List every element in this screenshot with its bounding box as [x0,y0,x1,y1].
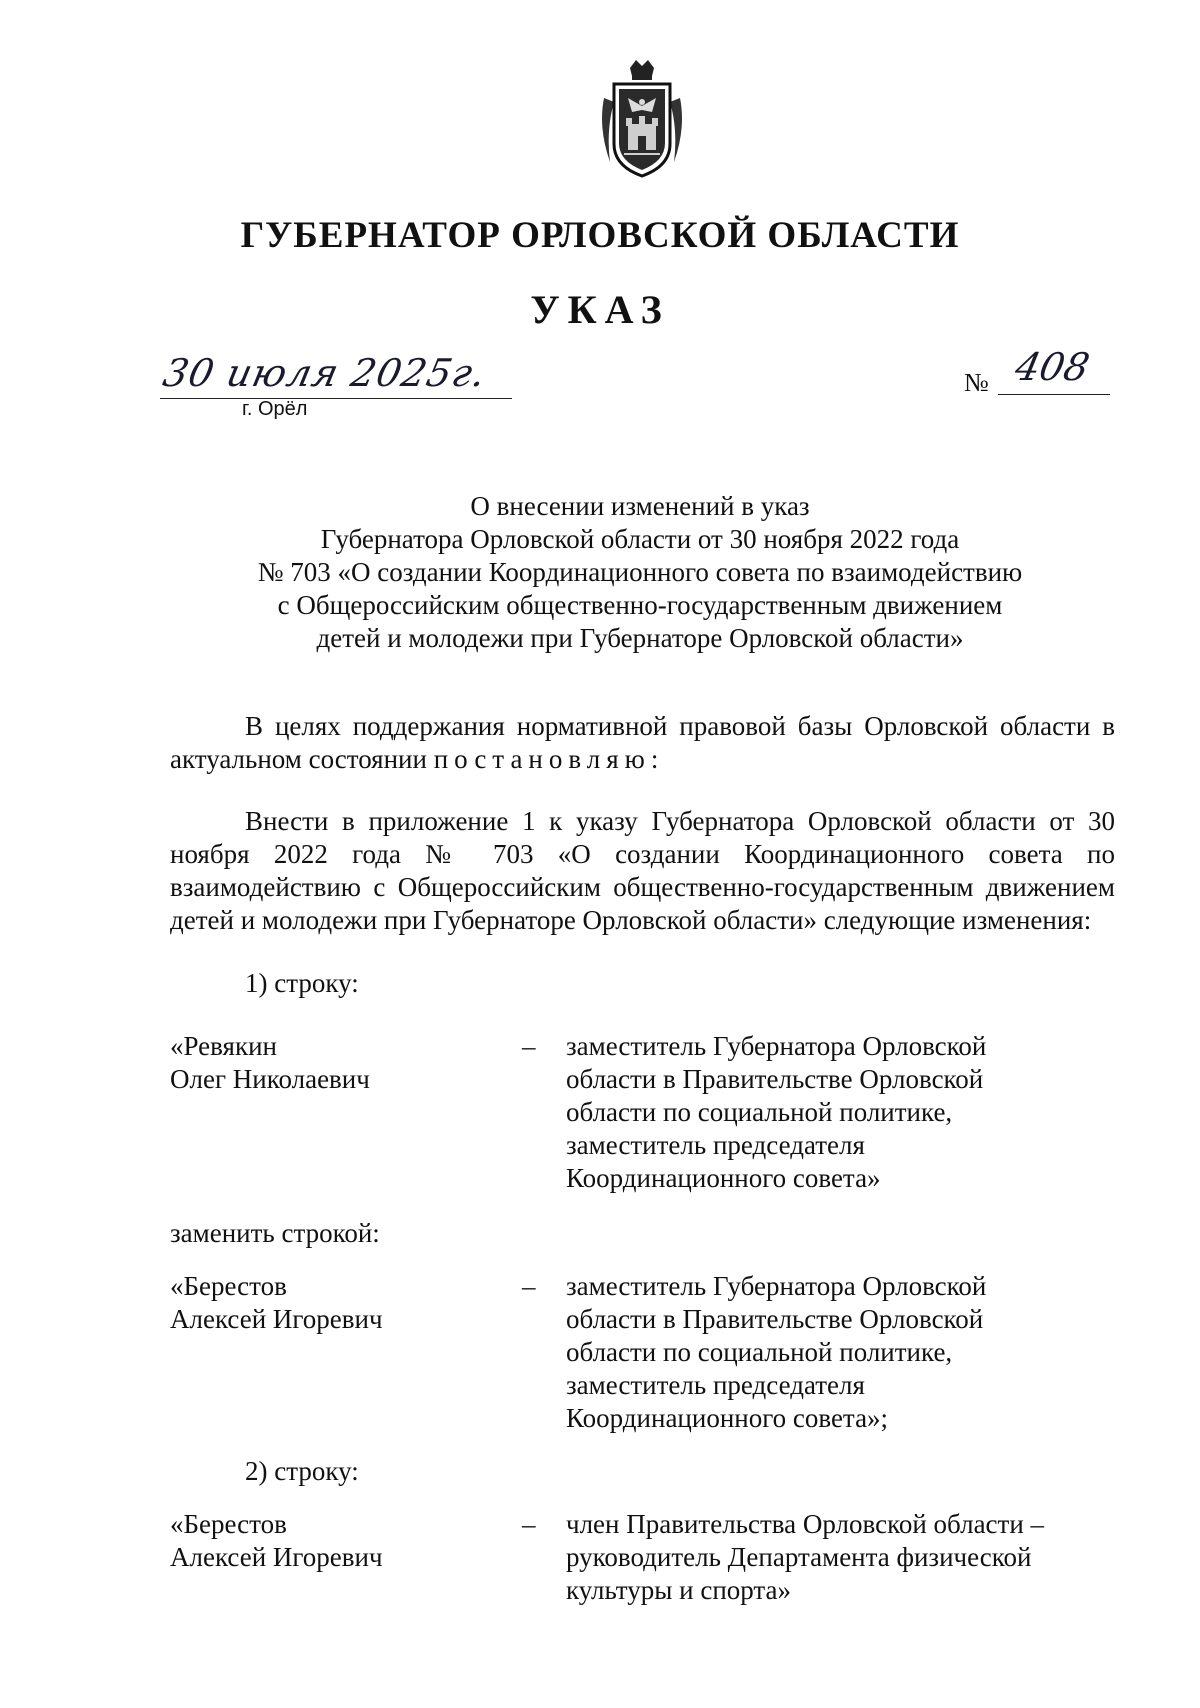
number-field [998,345,1110,395]
entry-surname: «Берестов [170,1509,287,1539]
entry-name [170,1030,470,1096]
decree-verb: постановляю: [433,744,665,774]
description-line: области в Правительстве Орловской [566,1064,984,1094]
city-label: г. Орёл [242,398,308,420]
description-line: Координационного совета»; [566,1403,889,1433]
description-line: области по социальной политике, [566,1097,953,1127]
title-line: № 703 «О создании Координационного совета по взаимодействию [257,557,1023,587]
preamble-paragraph [170,710,1115,776]
title-line: с Общероссийским общественно-государственным движением [277,590,1003,620]
entry-given-names: Алексей Игоревич [170,1304,383,1334]
entry-dash: – [522,1271,536,1301]
main-paragraph [170,805,1115,937]
issuing-authority: ГУБЕРНАТОР ОРЛОВСКОЙ ОБЛАСТИ [240,215,960,256]
number-sign: № [964,368,989,397]
entry-description [566,1508,1086,1607]
coat-of-arms-icon [596,58,688,184]
preamble-text: В целях поддержания нормативной правовой базы Орловской области в актуальном состоянии [170,711,1115,774]
description-line: заместитель Губернатора Орловской [566,1031,987,1061]
item-2-label: 2) строку: [245,1456,359,1486]
description-line: заместитель председателя [566,1370,865,1400]
item-1-label: 1) строку: [245,968,359,998]
entry-description [566,1030,1086,1195]
entry-surname: «Берестов [170,1271,287,1301]
title-line: Губернатора Орловской области от 30 ноября 2022 года [320,524,960,554]
entry-dash: – [522,1031,536,1061]
title-line: О внесении изменений в указ [470,491,810,521]
document-title [160,490,1120,655]
description-line: культуры и спорта» [566,1575,792,1605]
entry-given-names: Алексей Игоревич [170,1542,383,1572]
handwritten-number: 408 [1011,345,1094,389]
entry-surname: «Ревякин [170,1031,277,1061]
document-type: УКАЗ [530,287,670,332]
entry-description [566,1270,1086,1435]
description-line: заместитель председателя [566,1130,865,1160]
entry-dash: – [522,1509,536,1539]
description-line: руководитель Департамента физической [566,1542,1032,1572]
description-line: Координационного совета» [566,1163,881,1193]
entry-name [170,1270,470,1336]
entry-given-names: Олег Николаевич [170,1064,370,1094]
replace-label: заменить строкой: [170,1218,380,1248]
date-field [160,352,512,399]
entry-name [170,1508,470,1574]
description-line: области в Правительстве Орловской [566,1304,984,1334]
title-line: детей и молодежи при Губернаторе Орловской области» [316,623,964,653]
description-line: член Правительства Орловской области – [566,1509,1045,1539]
main-text: Внести в приложение 1 к указу Губернатора Орловской области от 30 ноября 2022 года № 703 «О создании Координационного совета по взаимодействию с Общероссийским общественно-государственным движением детей и молодежи при Губернаторе Орловской области» следующие изменения: [170,806,1115,935]
handwritten-date: 30 июля 2025г. [159,351,491,395]
description-line: области по социальной политике, [566,1337,953,1367]
description-line: заместитель Губернатора Орловской [566,1271,987,1301]
